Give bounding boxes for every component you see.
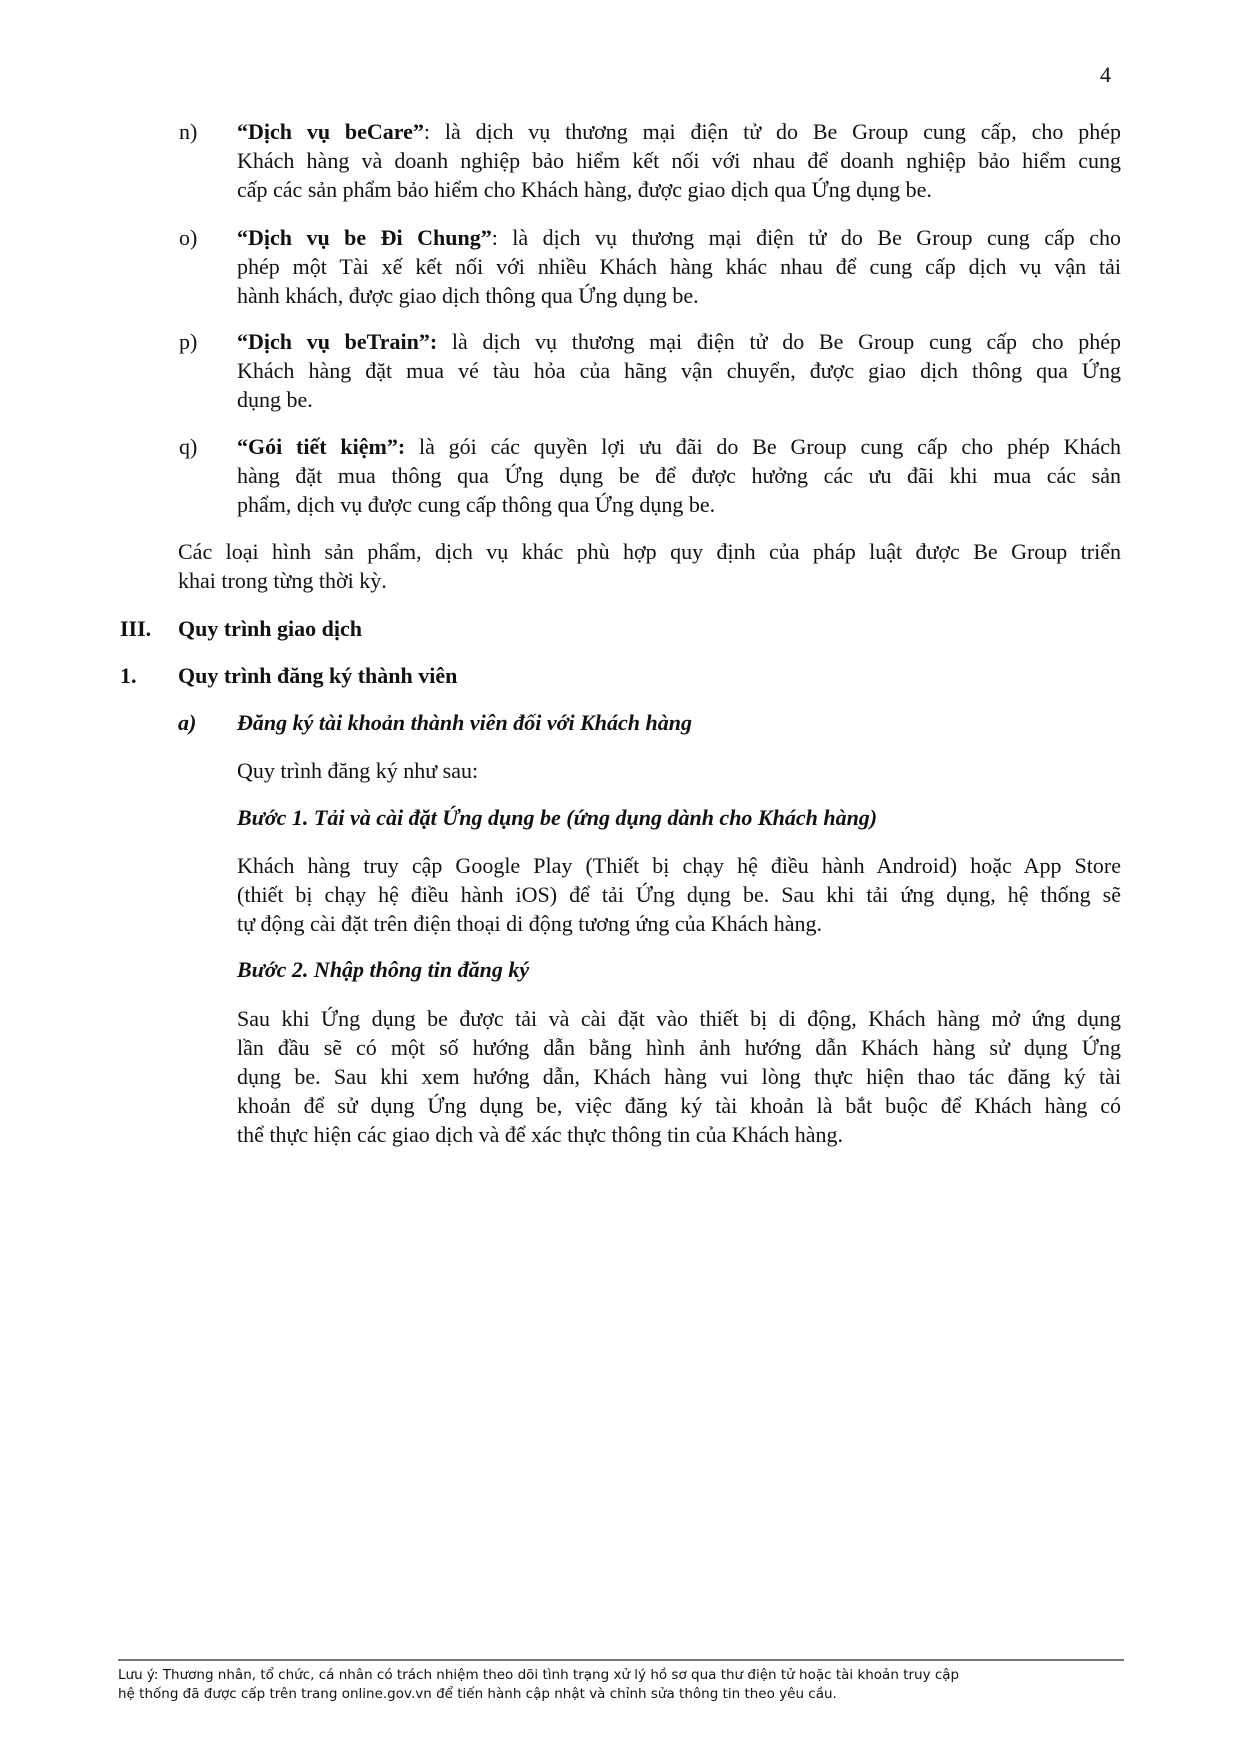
line: thể thực hiện các giao dịch và để xác thực thông tin của Khách hàng. [237, 1122, 844, 1147]
step2-title: Bước 2. Nhập thông tin đăng ký [237, 957, 530, 982]
subitem-title: Đăng ký tài khoản thành viên đối với Khách hàng [237, 710, 692, 735]
line: hành khách, được giao dịch thông qua Ứng dụng be. [237, 283, 699, 308]
section-title: Quy trình giao dịch [178, 616, 362, 641]
line: Sau khi Ứng dụng be được tải và cài đặt vào thiết bị di động, Khách hàng mở ứng dụng [237, 1006, 1121, 1031]
line: : là dịch vụ thương mại điện tử do Be Group cung cấp, cho phép [423, 119, 1121, 144]
definition-o [179, 223, 1121, 310]
item-label: n) [179, 119, 198, 144]
intro-text [237, 756, 1121, 785]
line: (thiết bị chạy hệ điều hành iOS) để tải Ứng dụng be. Sau khi tải ứng dụng, hệ thống sẽ [237, 882, 1121, 907]
term: “Dịch vụ be Đi Chung” [237, 225, 492, 250]
line: Khách hàng và doanh nghiệp bảo hiểm kết nối với nhau để doanh nghiệp bảo hiểm cung [237, 148, 1121, 173]
step1-paragraph [237, 851, 1121, 938]
item-label: p) [179, 329, 198, 354]
page-number: 4 [1100, 62, 1111, 87]
definition-q [179, 432, 1121, 519]
definition-p [179, 327, 1121, 414]
line: dụng be. [237, 387, 313, 412]
line: cấp các sản phẩm bảo hiểm cho Khách hàng, được giao dịch qua Ứng dụng be. [237, 177, 932, 202]
subsection-title: Quy trình đăng ký thành viên [178, 663, 458, 688]
footer-line: Lưu ý: Thương nhân, tổ chức, cá nhân có trách nhiệm theo dõi tình trạng xử lý hồ sơ qua thư điện tử hoặc tài khoản truy cập [118, 1667, 960, 1683]
line: Quy trình đăng ký như sau: [237, 758, 479, 783]
line: phép một Tài xế kết nối với nhiều Khách hàng khác nhau để cung cấp dịch vụ vận tải [237, 254, 1121, 279]
subsection-number: 1. [120, 663, 137, 688]
item-label: q) [179, 434, 198, 459]
line: Khách hàng truy cập Google Play (Thiết bị chạy hệ điều hành Android) hoặc App Store [237, 853, 1121, 878]
footer-divider [118, 1659, 1124, 1661]
line: là dịch vụ thương mại điện tử do Be Group cung cấp cho phép [437, 329, 1121, 354]
section-number: III. [120, 616, 152, 641]
line: hàng đặt mua thông qua Ứng dụng be để được hưởng các ưu đãi khi mua các sản [237, 463, 1121, 488]
line: phẩm, dịch vụ được cung cấp thông qua Ứng dụng be. [237, 492, 716, 517]
line: khoản để sử dụng Ứng dụng be, việc đăng ký tài khoản là bắt buộc để Khách hàng có [237, 1093, 1121, 1118]
footer-line: hệ thống đã được cấp trên trang online.gov.vn để tiến hành cập nhật và chỉnh sửa thông tin theo yêu cầu. [118, 1686, 837, 1702]
line: tự động cài đặt trên điện thoại di động tương ứng của Khách hàng. [237, 911, 823, 936]
line: lần đầu sẽ có một số hướng dẫn bằng hình ảnh hướng dẫn Khách hàng sử dụng Ứng [237, 1035, 1121, 1060]
subitem-number: a) [178, 710, 197, 735]
line: là gói các quyền lợi ưu đãi do Be Group cung cấp cho phép Khách [405, 434, 1121, 459]
line: dụng be. Sau khi xem hướng dẫn, Khách hàng vui lòng thực hiện thao tác đăng ký tài [237, 1064, 1121, 1089]
line: khai trong từng thời kỳ. [178, 568, 387, 593]
line: Khách hàng đặt mua vé tàu hỏa của hãng vận chuyển, được giao dịch thông qua Ứng [237, 358, 1121, 383]
term: “Dịch vụ beCare” [237, 119, 424, 144]
step2-paragraph [237, 1004, 1121, 1149]
item-label: o) [179, 225, 198, 250]
definition-n [179, 117, 1121, 204]
other-services-paragraph [178, 537, 1121, 595]
footer-note [118, 1666, 1128, 1704]
line: : là dịch vụ thương mại điện tử do Be Group cung cấp cho [491, 225, 1121, 250]
term: “Gói tiết kiệm”: [237, 434, 406, 459]
line: Các loại hình sản phẩm, dịch vụ khác phù hợp quy định của pháp luật được Be Group triển [178, 539, 1121, 564]
term: “Dịch vụ beTrain”: [237, 329, 438, 354]
step1-title: Bước 1. Tải và cài đặt Ứng dụng be (ứng dụng dành cho Khách hàng) [237, 805, 878, 830]
